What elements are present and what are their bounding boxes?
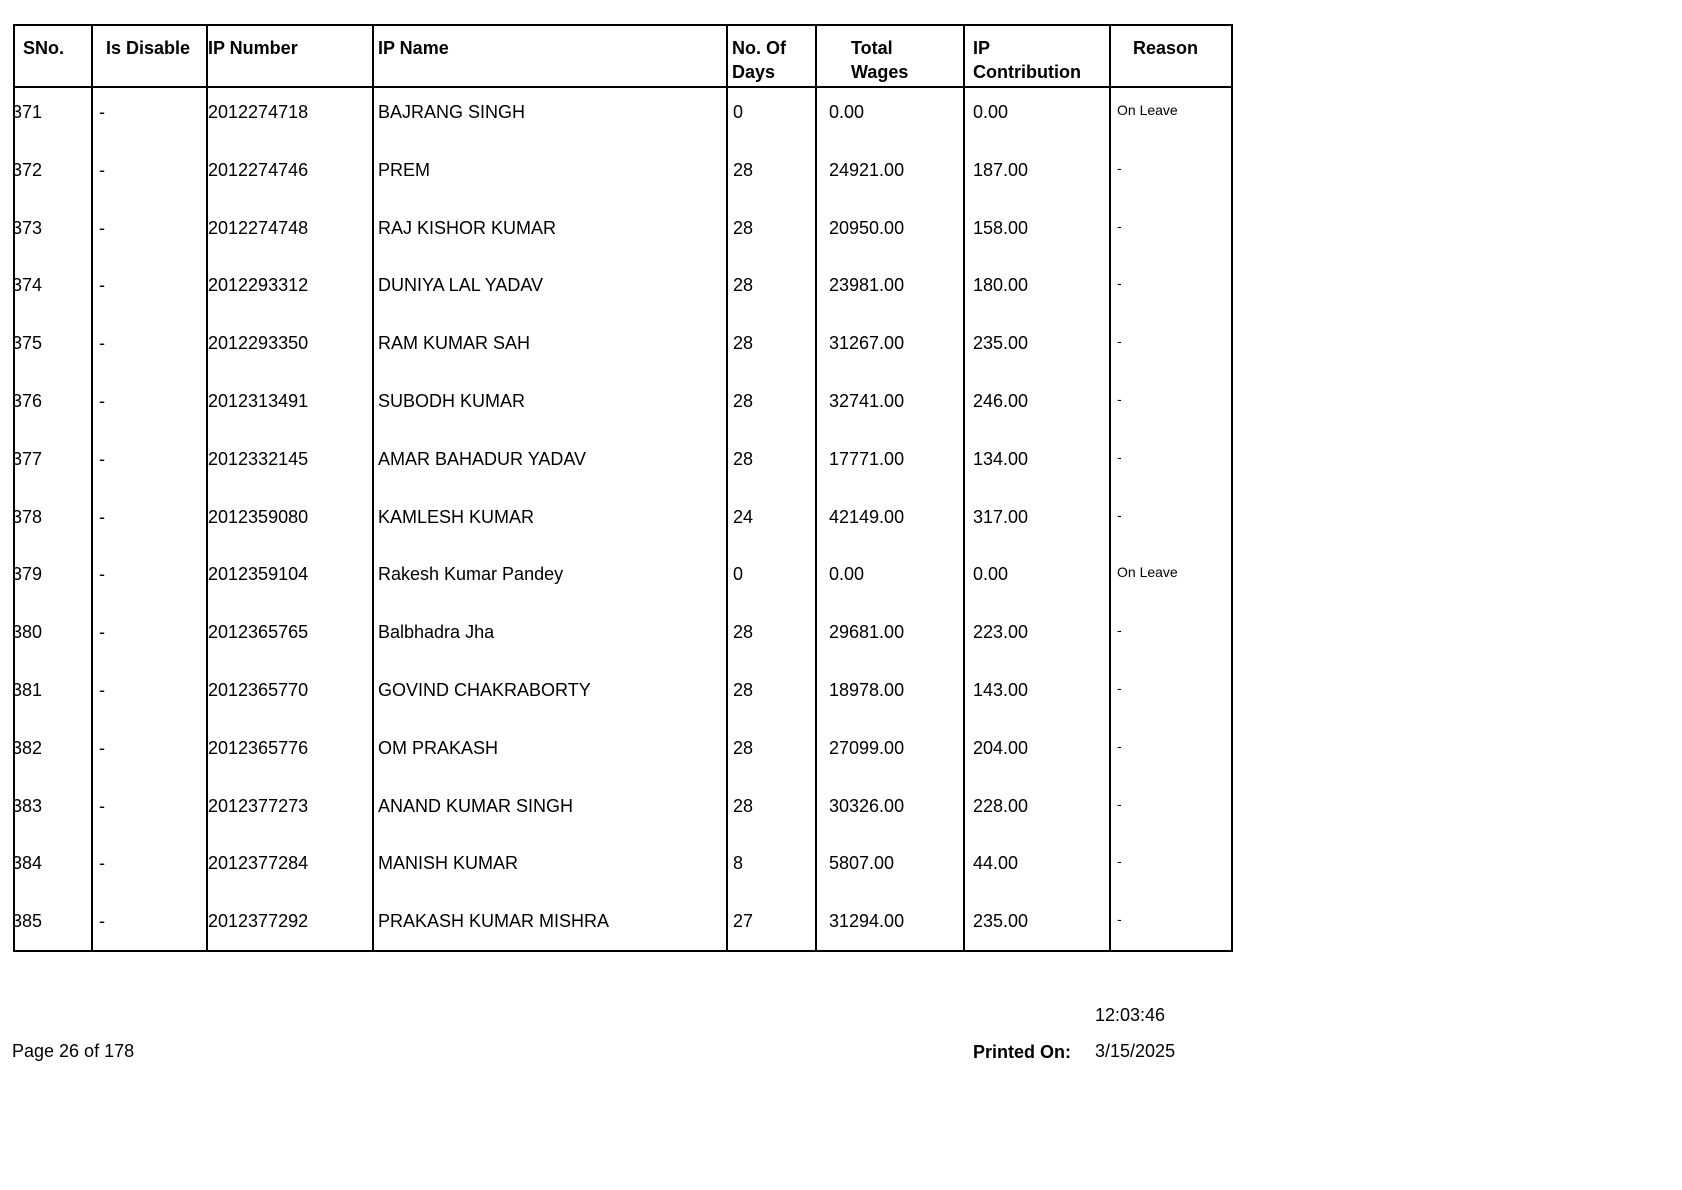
cell-ip-name: AMAR BAHADUR YADAV	[378, 448, 587, 469]
cell-contribution: 204.00	[973, 737, 1029, 758]
header-is-disable: Is Disable	[106, 38, 191, 58]
cell-contribution: 143.00	[973, 680, 1029, 700]
cell-contribution: 246.00	[973, 391, 1029, 411]
table-header	[15, 26, 1231, 88]
cell-wages: 0.00	[829, 102, 865, 122]
cell-ip-number: 2012359080	[208, 506, 309, 527]
page-number: Page 26 of 178	[12, 1041, 135, 1061]
cell-is-disable: -	[99, 506, 105, 527]
cell-wages: 20950.00	[829, 217, 905, 238]
table-row	[12, 144, 1231, 202]
cell-ip-name: Balbhadra Jha	[378, 622, 495, 643]
table-row	[12, 548, 1231, 606]
cell-days: 28	[733, 737, 754, 758]
cell-ip-name: GOVIND CHAKRABORTY	[378, 680, 591, 700]
cell-ip-number: 2012274746	[208, 159, 309, 180]
table-row	[12, 606, 1231, 664]
cell-days: 28	[733, 333, 754, 354]
cell-ip-name: PREM	[378, 159, 431, 180]
cell-ip-number: 2012332145	[208, 448, 309, 469]
cell-ip-name: BAJRANG SINGH	[378, 102, 526, 122]
cell-sno: 380	[12, 622, 43, 643]
table-row	[12, 780, 1231, 838]
header-days-line1: No. Of	[732, 38, 786, 58]
cell-sno: 384	[12, 853, 43, 874]
cell-ip-name: KAMLESH KUMAR	[378, 506, 535, 527]
cell-ip-name: ANAND KUMAR SINGH	[378, 795, 574, 816]
cell-contribution: 187.00	[973, 159, 1029, 180]
table-row	[12, 895, 1231, 953]
cell-ip-number: 2012274718	[208, 102, 309, 122]
header-wages-line1: Total	[851, 38, 893, 58]
cell-is-disable: -	[99, 159, 105, 180]
cell-wages: 42149.00	[829, 506, 905, 527]
cell-is-disable: -	[99, 217, 105, 238]
header-contrib-line2: Contribution	[973, 62, 1081, 82]
cell-is-disable: -	[99, 737, 105, 758]
cell-days: 28	[733, 275, 754, 296]
cell-days: 28	[733, 795, 754, 816]
cell-contribution: 235.00	[973, 333, 1029, 354]
cell-contribution: 180.00	[973, 275, 1029, 296]
cell-ip-name: OM PRAKASH	[378, 737, 499, 758]
cell-sno: 374	[12, 275, 43, 296]
cell-reason: -	[1117, 622, 1122, 639]
cell-is-disable: -	[99, 564, 105, 585]
cell-sno: 377	[12, 448, 43, 469]
cell-reason: -	[1117, 506, 1122, 523]
cell-reason: -	[1117, 911, 1122, 928]
cell-reason: On Leave	[1117, 102, 1178, 118]
cell-ip-number: 2012377292	[208, 911, 309, 932]
cell-days: 28	[733, 391, 754, 411]
cell-is-disable: -	[99, 102, 105, 122]
contribution-table	[13, 24, 1233, 952]
cell-sno: 372	[12, 159, 43, 180]
header-ip-name: IP Name	[378, 38, 449, 58]
cell-sno: 371	[12, 102, 43, 122]
cell-ip-number: 2012365765	[208, 622, 309, 643]
cell-is-disable: -	[99, 391, 105, 411]
cell-is-disable: -	[99, 622, 105, 643]
cell-contribution: 228.00	[973, 795, 1029, 816]
cell-ip-number: 2012377284	[208, 853, 309, 874]
cell-reason: -	[1117, 737, 1122, 754]
table-row	[12, 722, 1231, 780]
cell-sno: 378	[12, 506, 43, 527]
cell-wages: 27099.00	[829, 737, 905, 758]
cell-reason: -	[1117, 275, 1122, 292]
cell-is-disable: -	[99, 911, 105, 932]
cell-sno: 375	[12, 333, 43, 354]
cell-wages: 18978.00	[829, 680, 905, 700]
printed-on-label: Printed On:	[973, 1042, 1071, 1062]
table-row	[12, 86, 1231, 144]
header-reason: Reason	[1133, 38, 1199, 58]
cell-reason: -	[1117, 159, 1122, 176]
cell-ip-name: PRAKASH KUMAR MISHRA	[378, 911, 610, 932]
cell-contribution: 317.00	[973, 506, 1029, 527]
cell-sno: 385	[12, 911, 43, 932]
cell-sno: 379	[12, 564, 43, 585]
cell-reason: -	[1117, 680, 1122, 696]
cell-wages: 32741.00	[829, 391, 905, 411]
cell-reason: -	[1117, 448, 1122, 465]
cell-wages: 31294.00	[829, 911, 905, 932]
cell-ip-name: SUBODH KUMAR	[378, 391, 526, 411]
cell-wages: 24921.00	[829, 159, 905, 180]
cell-wages: 23981.00	[829, 275, 905, 296]
cell-contribution: 235.00	[973, 911, 1029, 932]
cell-days: 8	[733, 853, 744, 874]
cell-reason: -	[1117, 217, 1122, 234]
cell-ip-number: 2012365770	[208, 680, 309, 700]
header-ip-number: IP Number	[208, 38, 298, 58]
table-row	[12, 664, 1231, 722]
cell-ip-number: 2012274748	[208, 217, 309, 238]
cell-ip-number: 2012377273	[208, 795, 309, 816]
cell-reason: -	[1117, 853, 1122, 870]
cell-is-disable: -	[99, 448, 105, 469]
cell-days: 28	[733, 622, 754, 643]
cell-days: 0	[733, 564, 744, 585]
cell-days: 28	[733, 217, 754, 238]
cell-ip-name: DUNIYA LAL YADAV	[378, 275, 544, 296]
cell-is-disable: -	[99, 275, 105, 296]
cell-is-disable: -	[99, 795, 105, 816]
cell-ip-name: RAM KUMAR SAH	[378, 333, 531, 354]
cell-days: 28	[733, 159, 754, 180]
cell-is-disable: -	[99, 333, 105, 354]
table-row	[12, 317, 1231, 375]
cell-days: 28	[733, 680, 754, 700]
cell-sno: 382	[12, 737, 43, 758]
printed-date: 3/15/2025	[1095, 1041, 1176, 1061]
table-row	[12, 259, 1231, 317]
cell-reason: On Leave	[1117, 564, 1178, 581]
cell-wages: 0.00	[829, 564, 865, 585]
cell-contribution: 0.00	[973, 102, 1009, 122]
cell-contribution: 44.00	[973, 853, 1019, 874]
cell-ip-number: 2012359104	[208, 564, 309, 585]
cell-ip-name: RAJ KISHOR KUMAR	[378, 217, 557, 238]
cell-wages: 5807.00	[829, 853, 895, 874]
cell-reason: -	[1117, 795, 1122, 812]
header-days	[732, 36, 786, 84]
cell-is-disable: -	[99, 680, 105, 700]
cell-contribution: 134.00	[973, 448, 1029, 469]
cell-sno: 373	[12, 217, 43, 238]
table-row	[12, 375, 1231, 433]
cell-is-disable: -	[99, 853, 105, 874]
cell-wages: 30326.00	[829, 795, 905, 816]
table-row	[12, 491, 1231, 549]
cell-reason: -	[1117, 333, 1122, 350]
cell-ip-number: 2012293312	[208, 275, 309, 296]
cell-contribution: 158.00	[973, 217, 1029, 238]
cell-days: 24	[733, 506, 754, 527]
printed-time: 12:03:46	[1095, 1005, 1166, 1025]
table-row	[12, 202, 1231, 260]
cell-sno: 383	[12, 795, 43, 816]
table-row	[12, 433, 1231, 491]
cell-wages: 31267.00	[829, 333, 905, 354]
header-contrib-line1: IP	[973, 38, 991, 58]
header-wages-line2: Wages	[851, 62, 909, 82]
cell-ip-number: 2012293350	[208, 333, 309, 354]
cell-contribution: 223.00	[973, 622, 1029, 643]
cell-days: 27	[733, 911, 754, 932]
cell-wages: 29681.00	[829, 622, 905, 643]
cell-wages: 17771.00	[829, 448, 905, 469]
cell-days: 0	[733, 102, 744, 122]
cell-ip-number: 2012313491	[208, 391, 309, 411]
cell-sno: 381	[12, 680, 43, 700]
cell-ip-name: MANISH KUMAR	[378, 853, 519, 874]
header-total-wages	[851, 36, 908, 84]
cell-ip-number: 2012365776	[208, 737, 309, 758]
header-days-line2: Days	[732, 62, 776, 82]
header-ip-contribution	[973, 36, 1081, 84]
cell-reason: -	[1117, 391, 1122, 407]
cell-ip-name: Rakesh Kumar Pandey	[378, 564, 564, 585]
header-sno: SNo.	[23, 38, 65, 58]
cell-sno: 376	[12, 391, 43, 411]
cell-contribution: 0.00	[973, 564, 1009, 585]
cell-days: 28	[733, 448, 754, 469]
table-row	[12, 837, 1231, 895]
